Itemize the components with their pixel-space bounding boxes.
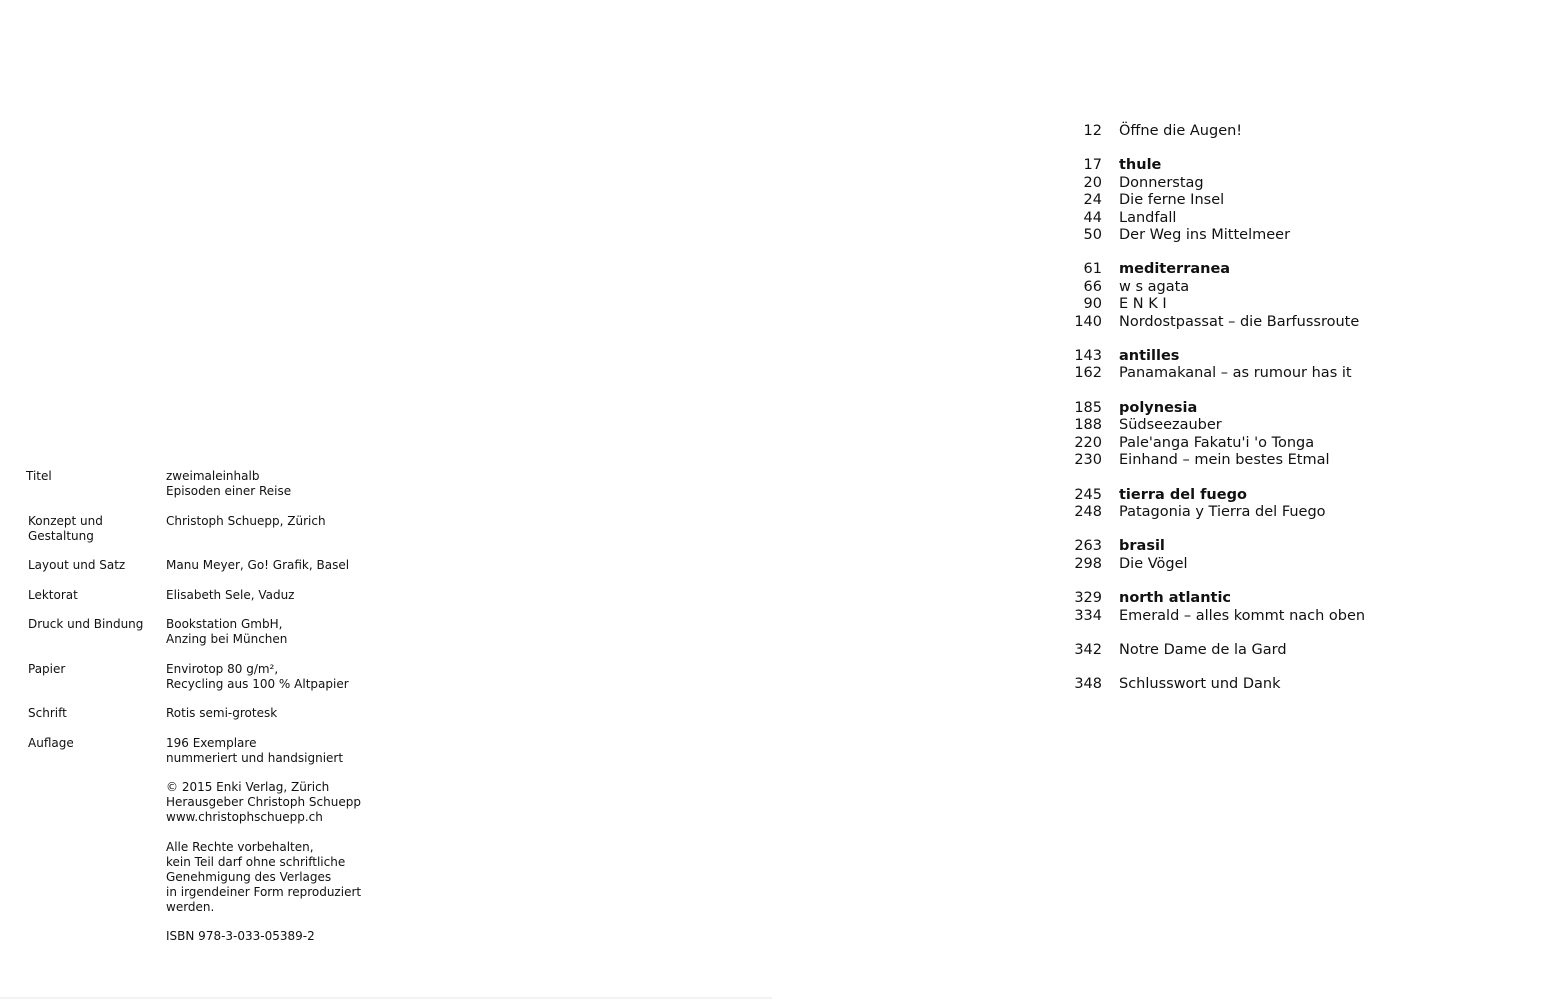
toc-chapter-title: Die Vögel [1119,555,1188,572]
toc-group [1060,642,1480,659]
toc-chapter-title: Donnerstag [1119,174,1204,191]
toc-chapter-title: E N K I [1119,296,1167,313]
toc-entry [1060,123,1480,140]
imprint-note: ISBN 978-3-033-05389-2 [166,929,315,943]
imprint-label: Lektorat [28,587,78,602]
toc-chapter-title: Patagonia y Tierra del Fuego [1119,503,1326,520]
toc-group [1060,348,1480,383]
imprint-value: Manu Meyer, Go! Grafik, Basel [166,558,350,572]
imprint-row [26,558,386,573]
toc-page-number: 90 [1083,296,1102,313]
imprint-section [26,469,386,959]
toc-entry [1060,210,1480,227]
imprint-row [26,736,386,766]
toc-section-title: polynesia [1119,399,1198,416]
toc-chapter-title: Emerald – alles kommt nach oben [1119,607,1366,624]
toc-page-number: 20 [1083,174,1102,191]
toc-group [1060,538,1480,573]
toc-section-entry [1060,261,1480,278]
imprint-notes [166,780,386,944]
toc-entry [1060,676,1480,693]
toc-group [1060,487,1480,522]
imprint-row [26,588,386,603]
imprint-row [26,706,386,721]
imprint-label: Titel [26,469,52,483]
toc-page-number: 248 [1074,503,1102,520]
toc-section-entry [1060,590,1480,607]
toc-chapter-title: Schlusswort und Dank [1119,676,1281,693]
toc-chapter-title: Nordostpassat – die Barfussroute [1119,313,1360,330]
toc-chapter-title: Panamakanal – as rumour has it [1119,365,1352,382]
imprint-value: zweimaleinhalb Episoden einer Reise [166,469,292,498]
imprint-row [26,662,386,692]
toc-chapter-title: Öffne die Augen! [1119,123,1243,139]
imprint-value: Rotis semi-grotesk [166,706,278,720]
toc-entry [1060,175,1480,192]
page-gutter [772,0,773,1000]
toc-page-number: 298 [1074,555,1102,572]
imprint-value: Elisabeth Sele, Vaduz [166,587,295,602]
toc-chapter-title: Südseezauber [1119,417,1222,434]
toc-chapter-title: Notre Dame de la Gard [1119,641,1287,658]
toc-page-number: 61 [1083,261,1102,278]
toc-entry [1060,608,1480,625]
toc-section-title: antilles [1119,348,1180,365]
toc-page-number: 230 [1074,452,1102,469]
toc-entry [1060,296,1480,313]
toc-chapter-title: Die ferne Insel [1119,192,1225,209]
toc-page-number: 143 [1074,348,1102,365]
toc-page-number: 66 [1083,278,1102,295]
toc-chapter-title: Einhand – mein bestes Etmal [1119,452,1330,469]
toc-section-title: north atlantic [1119,590,1232,607]
toc-group [1060,590,1480,625]
toc-section-title: mediterranea [1119,261,1231,278]
toc-page-number: 44 [1083,209,1102,226]
imprint-label: Layout und Satz [28,558,126,572]
page-bottom-edge [0,997,772,999]
imprint-label: Auflage [28,735,74,750]
toc-entry [1060,504,1480,521]
toc-chapter-title: Pale'anga Fakatu'i 'o Tonga [1119,434,1315,451]
toc-page-number: 348 [1074,676,1102,693]
imprint-note: © 2015 Enki Verlag, Zürich Herausgeber Christoph Schuepp www.christophschuepp.ch [166,780,361,824]
toc-section-entry [1060,487,1480,504]
toc-group [1060,157,1480,244]
toc-group [1060,123,1480,140]
imprint-row [26,617,386,647]
toc-page-number: 12 [1083,123,1102,139]
imprint-row [26,514,386,544]
toc-group [1060,400,1480,470]
imprint-value: 196 Exemplare nummeriert und handsigniert [166,735,344,765]
imprint-label: Konzept und Gestaltung [28,513,103,543]
toc-entry [1060,642,1480,659]
toc-entry [1060,556,1480,573]
toc-section-entry [1060,538,1480,555]
toc-section-title: tierra del fuego [1119,486,1247,503]
imprint-label: Druck und Bindung [28,617,144,631]
toc-page-number: 185 [1074,399,1102,416]
toc-page-number: 162 [1074,365,1102,382]
toc-page-number: 50 [1083,227,1102,244]
imprint-label: Papier [28,661,66,676]
toc-entry [1060,227,1480,244]
toc-page-number: 342 [1074,641,1102,658]
toc-page-number: 140 [1074,313,1102,330]
toc-entry [1060,435,1480,452]
imprint-label: Schrift [28,706,67,720]
toc-entry [1060,417,1480,434]
toc-page-number: 329 [1074,590,1102,607]
toc-page-number: 220 [1074,434,1102,451]
toc-page-number: 24 [1083,192,1102,209]
toc-section-entry [1060,157,1480,174]
toc-section-entry [1060,348,1480,365]
toc-page-number: 245 [1074,486,1102,503]
toc-section-title: thule [1119,157,1162,174]
imprint-value: Christoph Schuepp, Zürich [166,513,326,528]
toc-chapter-title: Landfall [1119,209,1177,226]
toc-section-title: brasil [1119,538,1165,555]
toc-group [1060,261,1480,331]
toc-chapter-title: w s agata [1119,278,1190,295]
imprint-row [26,469,386,499]
toc-page-number: 17 [1083,157,1102,174]
toc-section-entry [1060,400,1480,417]
imprint-value: Envirotop 80 g/m², Recycling aus 100 % Altpapier [166,661,349,691]
imprint-note: Alle Rechte vorbehalten, kein Teil darf ohne schriftliche Genehmigung des Verlages in irgendeiner Form reproduziert werden. [166,839,362,914]
toc-entry [1060,314,1480,331]
toc-chapter-title: Der Weg ins Mittelmeer [1119,227,1291,244]
toc-page-number: 334 [1074,607,1102,624]
table-of-contents [1060,123,1480,711]
toc-entry [1060,279,1480,296]
imprint-value: Bookstation GmbH, Anzing bei München [166,617,288,646]
toc-entry [1060,452,1480,469]
toc-entry [1060,365,1480,382]
toc-group [1060,676,1480,693]
toc-page-number: 263 [1074,538,1102,555]
toc-page-number: 188 [1074,417,1102,434]
toc-entry [1060,192,1480,209]
